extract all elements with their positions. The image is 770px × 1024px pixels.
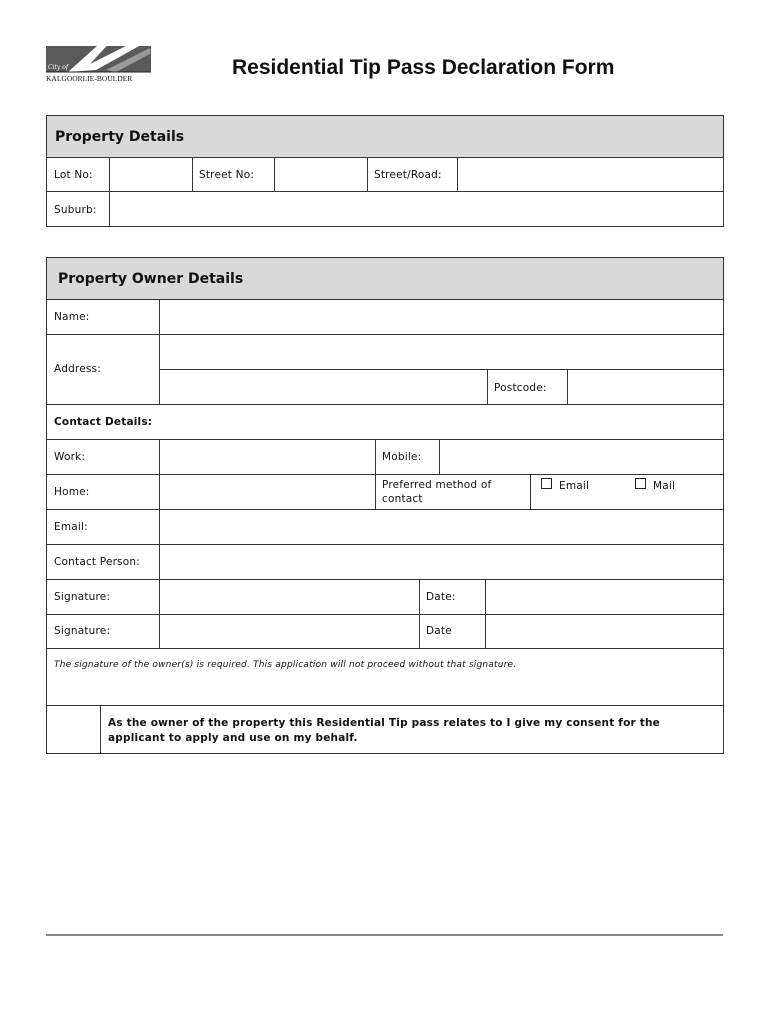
suburb-field[interactable] — [110, 192, 723, 227]
address-label: Address: — [54, 363, 101, 375]
email-field[interactable] — [160, 509, 723, 544]
signature-requirement-note: The signature of the owner(s) is required. This application will not proceed without that signature. — [54, 660, 517, 670]
signature-field[interactable] — [160, 614, 419, 648]
postcode-label: Postcode: — [494, 381, 547, 394]
owner-details-heading: Property Owner Details — [47, 258, 723, 300]
work-label: Work: — [54, 450, 86, 463]
property-details-heading: Property Details — [47, 116, 723, 158]
signature-label: Signature: — [54, 590, 111, 603]
consent-checkbox-cell[interactable] — [47, 706, 100, 754]
signature-label: Signature: — [54, 625, 111, 637]
lot-no-label: Lot No: — [54, 169, 93, 181]
consent-statement: As the owner of the property this Residential Tip pass relates to I give my consent for the applicant to apply and use on my behalf. — [108, 717, 660, 744]
mail-option-label: Mail — [653, 480, 676, 492]
date-label: Date: — [426, 590, 456, 603]
logo-name: KALGOORLIE-BOULDER — [46, 74, 133, 83]
name-label: Name: — [54, 311, 90, 323]
street-no-field[interactable] — [275, 158, 367, 192]
street-road-field[interactable] — [458, 158, 723, 192]
row-divider — [47, 648, 723, 649]
date-field[interactable] — [486, 614, 723, 648]
page-title: Residential Tip Pass Declaration Form — [232, 56, 615, 79]
street-road-label: Street/Road: — [374, 169, 442, 181]
date-label: Date — [426, 625, 452, 637]
street-no-label: Street No: — [199, 169, 255, 181]
email-option-label: Email — [559, 480, 590, 492]
name-field[interactable] — [160, 300, 723, 334]
mobile-label: Mobile: — [382, 450, 422, 463]
email-label: Email: — [54, 520, 88, 533]
signature-field[interactable] — [160, 579, 419, 614]
footer-divider — [46, 934, 723, 936]
home-phone-field[interactable] — [160, 474, 375, 509]
email-checkbox[interactable] — [541, 478, 552, 489]
address-line-2-field[interactable] — [160, 369, 487, 404]
property-details-section — [46, 115, 724, 227]
date-field[interactable] — [486, 579, 723, 614]
logo-city-of: City of — [48, 64, 69, 71]
council-logo — [46, 34, 154, 84]
mobile-phone-field[interactable] — [440, 439, 723, 474]
contact-person-field[interactable] — [160, 544, 723, 579]
home-label: Home: — [54, 485, 90, 498]
postcode-field[interactable] — [568, 369, 723, 404]
owner-details-section — [46, 257, 724, 754]
contact-details-heading: Contact Details: — [54, 415, 153, 428]
mail-checkbox[interactable] — [635, 478, 646, 489]
preferred-method-label: Preferred method of contact — [382, 479, 492, 505]
col-divider — [530, 474, 531, 509]
lot-no-field[interactable] — [110, 158, 192, 192]
contact-person-label: Contact Person: — [54, 555, 141, 568]
work-phone-field[interactable] — [160, 439, 375, 474]
suburb-label: Suburb: — [54, 203, 97, 216]
address-line-1-field[interactable] — [160, 334, 723, 369]
